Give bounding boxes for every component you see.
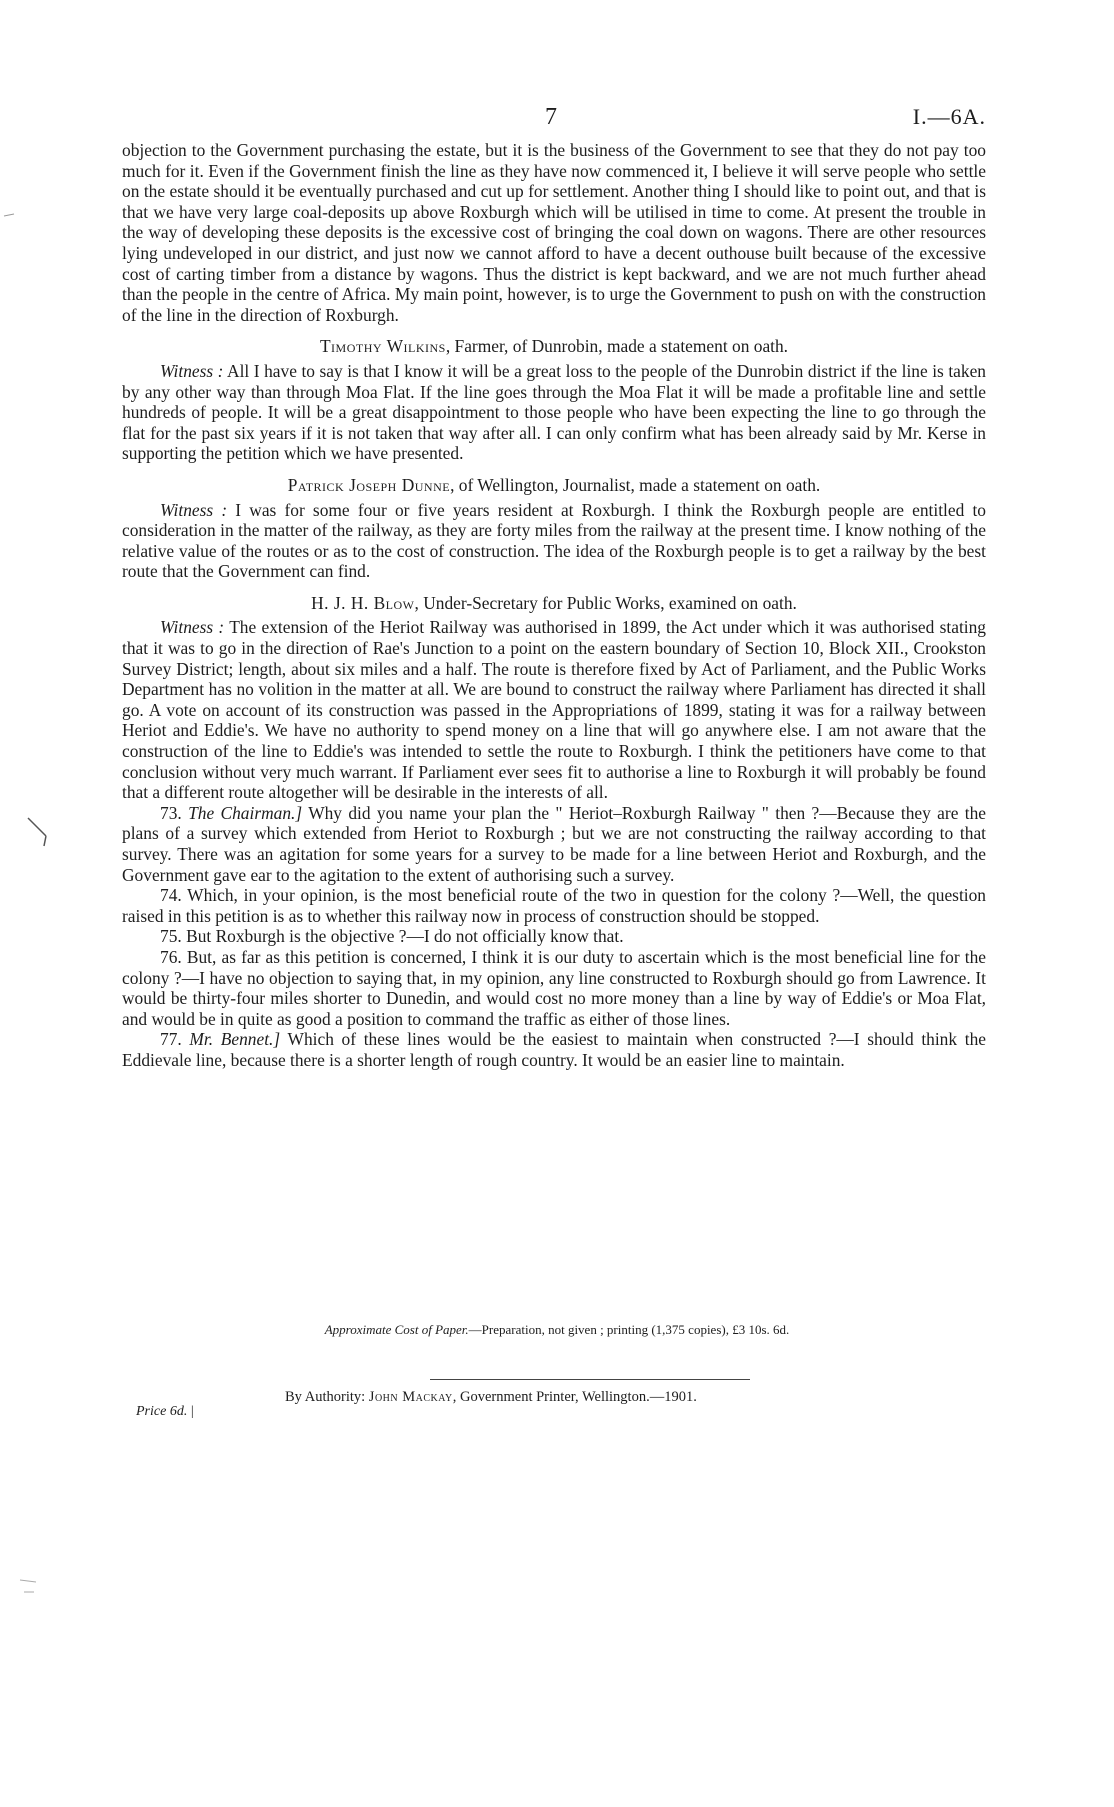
- document-reference: I.—6A.: [912, 104, 986, 129]
- paragraph: objection to the Government purchasing the estate, but it is the business of the Government to see that they do not pay too much for it. Even if the Government finish the line as they have now commenced it, I believe it will serve people who settle on the estate should it be eventually purchased and cut up for settlement. Another thing I should like to point out, and that is that we have very large coal-deposits up above Roxburgh which will be utilised in time to come. At present the trouble in the way of developing these deposits is the excessive cost of bringing the coal down on wagons. There are other resources lying undeveloped in our district, and just now we cannot afford to have a decent outhouse built because of the excessive cost of carting timber from a distance by wagons. Thus the district is kept backward, and we are not much further ahead than the people in the centre of Africa. My main point, however, is to urge the Government to push on with the construction of the line in the direction of Roxburgh.: [122, 140, 986, 325]
- witness-name: Patrick Joseph Dunne: [287, 474, 451, 495]
- witness-statement-heading: H. J. H. Blow, Under-Secretary for Public Works, examined on oath.: [311, 592, 797, 613]
- question-number: 74.: [160, 885, 182, 906]
- cost-of-paper-note: Approximate Cost of Paper.—Preparation, not given ; printing (1,375 copies), £3 10s. 6d.: [324, 1322, 790, 1337]
- question-paragraph: 75. But Roxburgh is the objective ?—I do not officially know that.: [160, 926, 624, 947]
- paragraph-lead: Witness :: [160, 617, 225, 638]
- question-number: 73.: [160, 802, 182, 823]
- witness-statement-heading: Timothy Wilkins, Farmer, of Dunrobin, made a statement on oath.: [319, 336, 789, 357]
- cost-lead: Approximate Cost of Paper.: [324, 1322, 469, 1337]
- paragraph-lead: Witness :: [160, 499, 228, 520]
- paragraph: Witness : All I have to say is that I know it will be a great loss to the people of the Dunrobin district if the line is taken by any other way than through Moa Flat. If the line goes through the Moa Flat it will be made a profitable line and settle hundreds of people. It will be a great disappointment to those people who have been expecting the line to go through the flat for the past six years if it is not taken that way after all. I can only confirm what has been already said by Mr. Kerse in supporting the petition which we have presented.: [122, 360, 986, 464]
- question-paragraph: 76. But, as far as this petition is concerned, I think it is our duty to ascertain which is the most beneficial line for the colony ?—I have no objection to saying that, in my opinion, any line constructed to Roxburgh should go from Lawrence. It would be thirty-four miles shorter to Dunedin, and would cost no more money than a line by way of Eddie's or Moa Flat, and would be in quite as good a position to command the traffic as either of those lines.: [122, 946, 986, 1029]
- witness-name: Timothy Wilkins: [319, 336, 446, 357]
- question-number: 76.: [160, 946, 182, 967]
- price-bracket: |: [187, 1404, 194, 1419]
- margin-speck: [4, 214, 14, 216]
- price-note: Price 6d. |: [136, 1404, 194, 1419]
- margin-speck: [20, 1580, 36, 1592]
- paragraph: Witness : I was for some four or five years resident at Roxburgh. I think the Roxburgh people are entitled to consideration in the matter of the railway, as they are forty miles from the railway at the present time. I know nothing of the relative value of the routes or as to the cost of construction. The idea of the Roxburgh people is to get a railway by the best route that the Government can find.: [122, 499, 986, 582]
- witness-name: H. J. H. Blow: [311, 592, 415, 613]
- question-number: 75.: [160, 926, 182, 947]
- printer-name: John Mackay: [368, 1389, 453, 1405]
- paragraph-lead: Witness :: [160, 360, 224, 381]
- question-paragraph: 77. Mr. Bennet.] Which of these lines would be the easiest to maintain when constructed ?—I should think the Eddievale line, because there is a shorter length of rough country. It would be an easier line to maintain.: [122, 1029, 986, 1070]
- margin-pen-mark: [28, 818, 46, 846]
- question-paragraph: 73. The Chairman.] Why did you name your plan the " Heriot–Roxburgh Railway " then ?—Because they are the plans of a survey which extended from Heriot to Roxburgh ; but we are not constructing the railway according to that survey. There was an agitation for some years for a survey to be made for a line between Heriot and Roxburgh, and the Government gave ear to the agitation to the extent of authorising such a survey.: [122, 802, 986, 885]
- page-number: 7: [545, 104, 557, 130]
- question-number: 77.: [160, 1029, 182, 1050]
- question-paragraph: 74. Which, in your opinion, is the most beneficial route of the two in question for the colony ?—Well, the question raised in this petition is as to whether this railway now in process of construction should be stopped.: [122, 885, 986, 926]
- printer-imprint: By Authority: John Mackay, Government Printer, Wellington.—1901.: [285, 1389, 697, 1405]
- paragraph: Witness : The extension of the Heriot Railway was authorised in 1899, the Act under which it was authorised stating that it was to go in the direction of Rae's Junction to a point on the eastern boundary of Section 10, Block XII., Crookston Survey District; length, about six miles and a half. The route is therefore fixed by Act of Parliament, and the Public Works Department has no volition in the matter at all. We are bound to construct the railway where Parliament has directed it shall go. A vote on account of its construction was passed in the Appropriations of 1899, stating it was for a railway between Heriot and Eddie's. We have no authority to spend money on a line that will go anywhere else. I am not aware that the construction of the line to Eddie's was intended to settle the route to Roxburgh. I think the petitioners have come to that conclusion without very much warrant. If Parliament ever sees fit to authorise a line to Roxburgh it will probably be found that a different route altogether will be desirable in the interests of all.: [122, 617, 986, 803]
- witness-statement-heading: Patrick Joseph Dunne, of Wellington, Journalist, made a statement on oath.: [287, 474, 821, 495]
- paragraph-lead: Mr. Bennet.]: [189, 1029, 281, 1050]
- paragraph-lead: The Chairman.]: [188, 802, 303, 823]
